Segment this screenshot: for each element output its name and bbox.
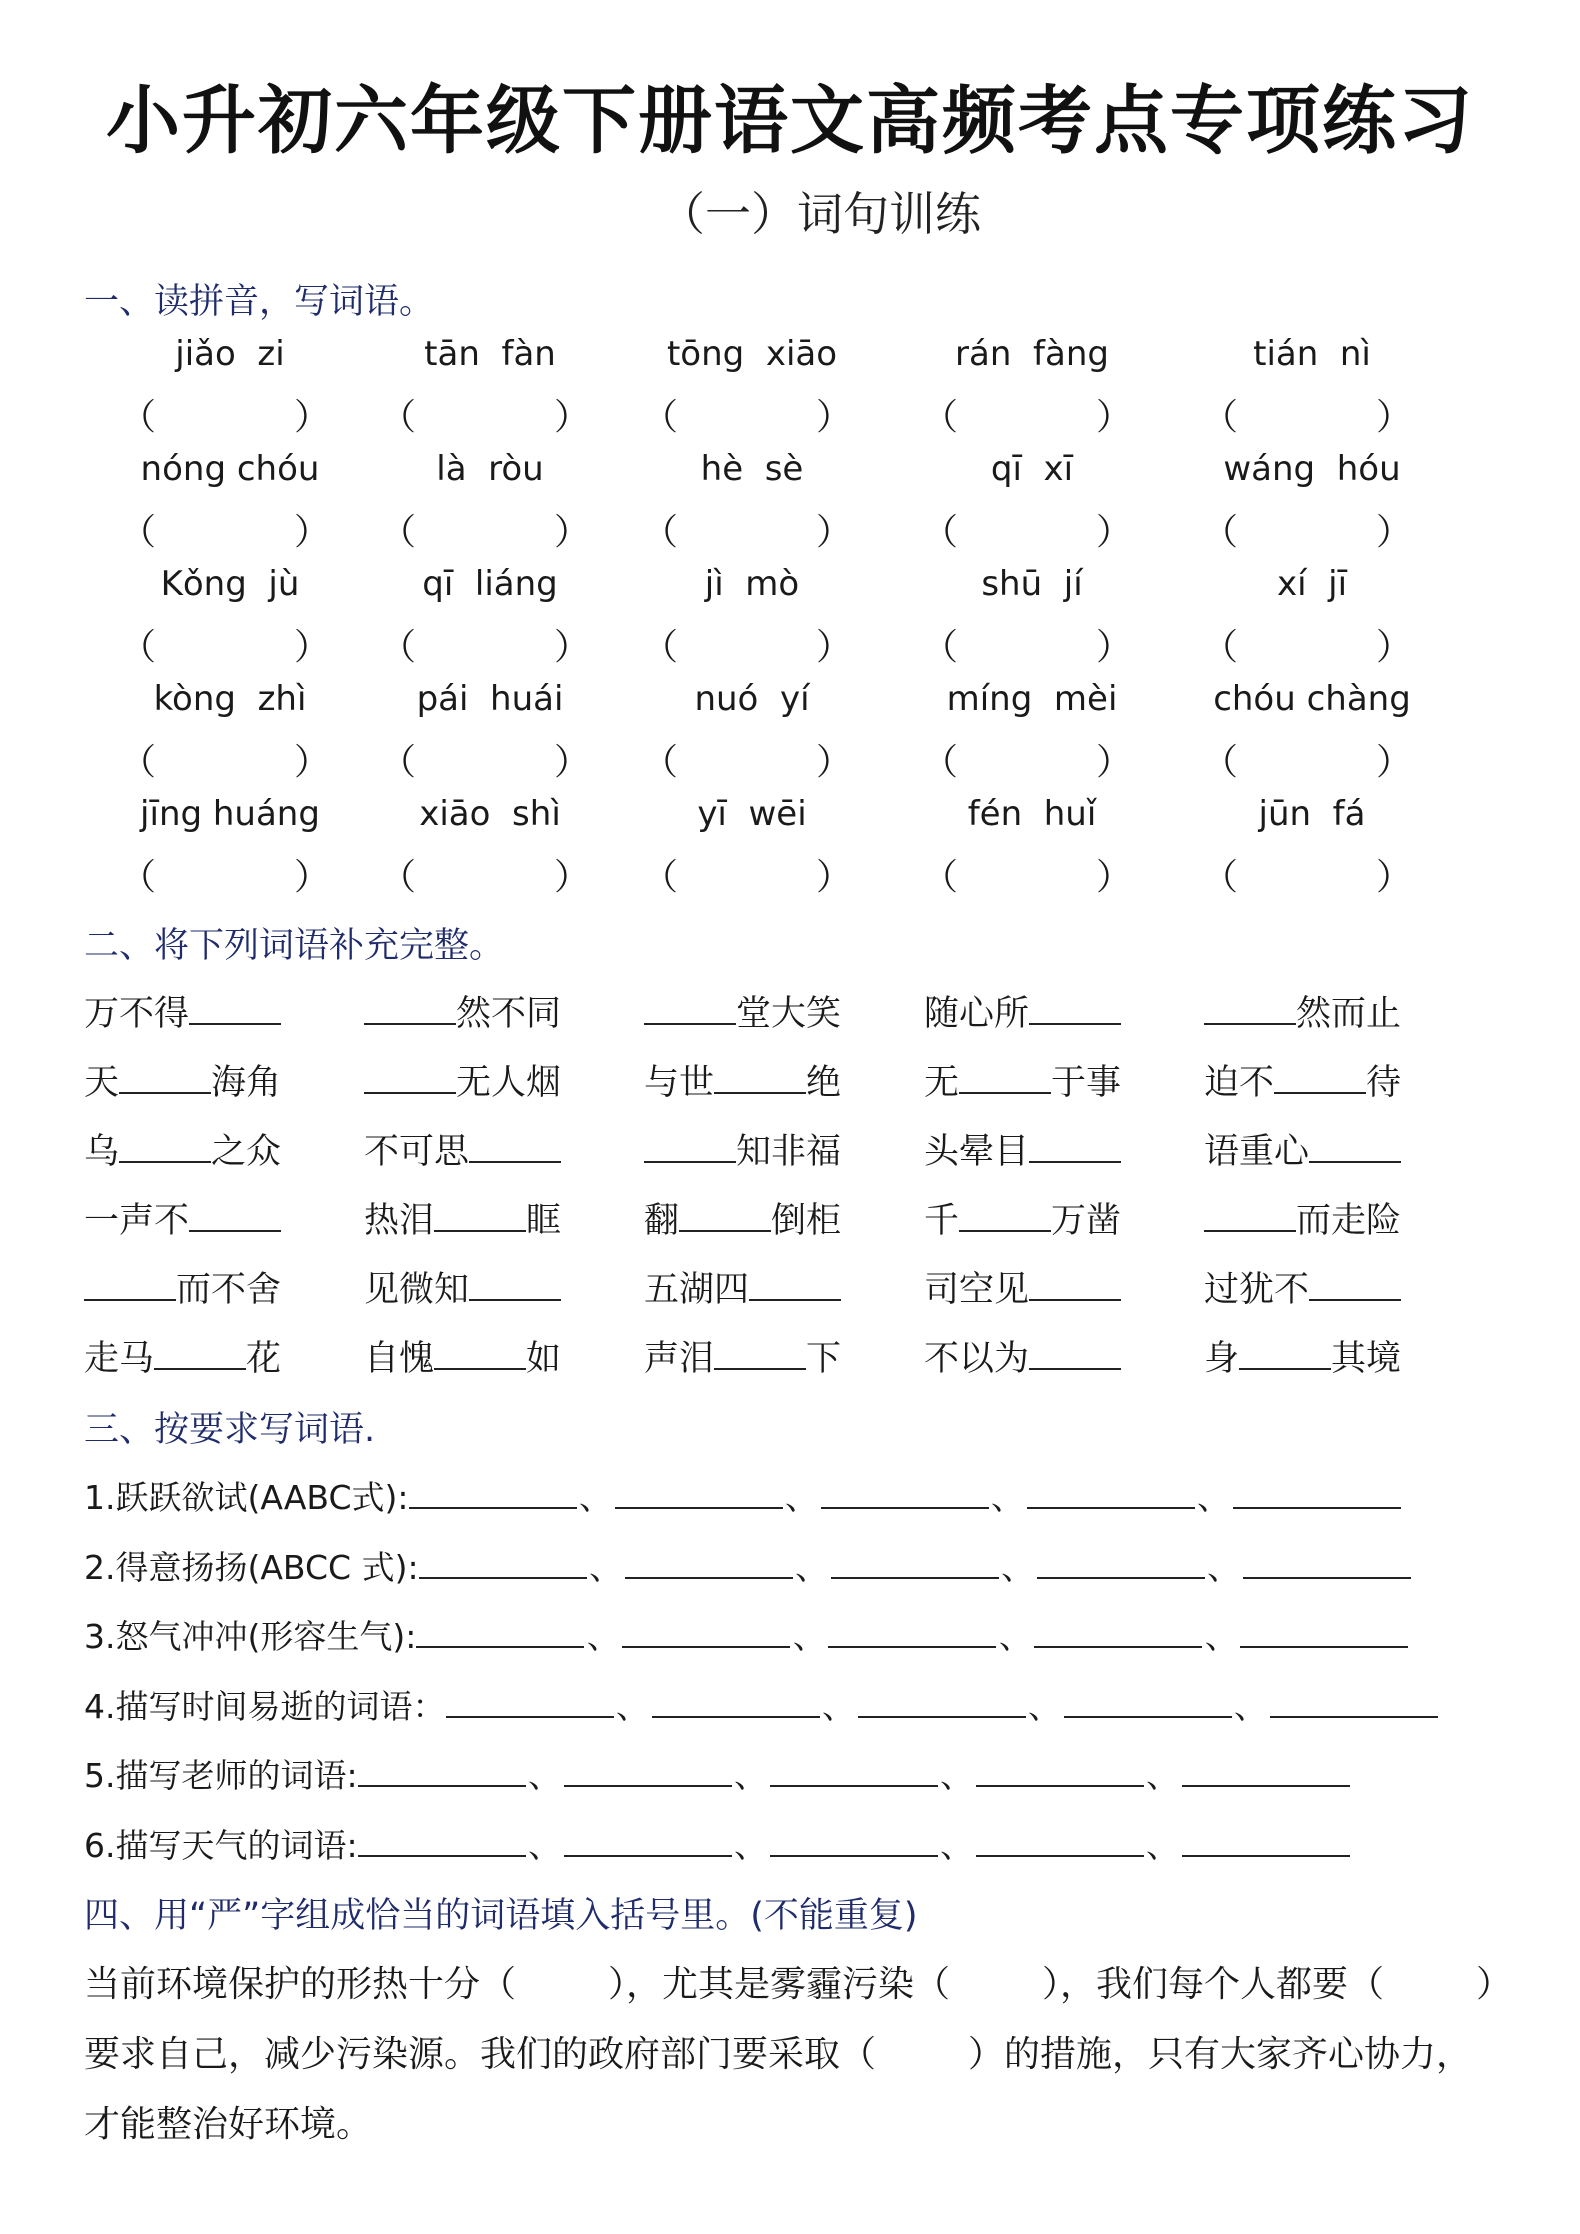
idiom-blank[interactable] [1239,1338,1331,1370]
requirement-row [84,1542,1411,1589]
answer-line[interactable] [358,1755,526,1787]
right-paren: ） [293,627,330,668]
separator: 、 [616,1686,649,1726]
idiom-part: 身 [1204,1339,1240,1379]
idiom-blank[interactable] [959,1200,1051,1232]
idiom-blank[interactable] [959,1062,1051,1094]
idiom-part: 眶 [526,1201,562,1241]
answer-parentheses[interactable] [922,849,1132,898]
answer-parentheses[interactable] [120,504,330,553]
idiom-item [924,1193,1121,1243]
fill-in-paragraph [84,1950,1504,2160]
idiom-blank[interactable] [119,1062,211,1094]
answer-line[interactable] [1182,1825,1350,1857]
separator: 、 [1197,1478,1231,1517]
requirement-label: 5.描写老师的词语: [84,1756,358,1795]
idiom-blank[interactable] [1029,993,1121,1025]
idiom-part: 翻 [644,1201,680,1241]
left-paren: （ [922,627,959,668]
idiom-blank[interactable] [364,993,456,1025]
answer-parentheses[interactable] [380,389,590,438]
answer-parentheses[interactable] [922,389,1132,438]
idiom-item [84,1124,281,1174]
pinyin-label: kòng zhì [153,679,307,719]
answer-parentheses[interactable] [120,389,330,438]
answer-line[interactable] [409,1477,577,1509]
idiom-blank[interactable] [1274,1062,1366,1094]
requirement-label: 2.得意扬扬(ABCC 式): [84,1547,419,1587]
pinyin-label: jiǎo zi [175,334,285,374]
pinyin-label: Kǒng jù [160,564,300,604]
idiom-part: 而不舍 [176,1270,282,1310]
idiom-blank[interactable] [189,993,281,1025]
idiom-part: 万凿 [1051,1201,1122,1241]
idiom-part: 迫不 [1204,1063,1275,1103]
answer-line[interactable] [652,1686,820,1718]
right-paren: ） [293,857,330,898]
idiom-blank[interactable] [644,993,736,1025]
answer-parentheses[interactable] [380,849,590,898]
answer-line[interactable] [1064,1686,1232,1718]
answer-parentheses[interactable] [642,619,852,668]
pinyin-label: qī xī [990,449,1074,489]
idiom-part: 于事 [1051,1063,1122,1103]
separator: 、 [734,1756,768,1795]
pinyin-label: tōng xiāo [666,334,838,374]
section4-heading: 四、用“严”字组成恰当的词语填入括号里。(不能重复) [84,1896,918,1936]
answer-parentheses[interactable] [120,734,330,783]
right-paren: ） [1095,627,1132,668]
left-paren: （ [380,512,417,553]
left-paren: （ [380,857,417,898]
right-paren: ） [815,397,852,438]
answer-line[interactable] [821,1477,989,1509]
left-paren: （ [922,857,959,898]
answer-line[interactable] [615,1477,783,1509]
left-paren: （ [1202,397,1239,438]
idiom-part: 然不同 [456,994,562,1034]
separator: 、 [528,1756,562,1795]
left-paren: （ [380,397,417,438]
answer-line[interactable] [419,1547,587,1579]
answer-parentheses[interactable] [1202,849,1412,898]
left-paren: （ [120,627,157,668]
pinyin-label: là ròu [436,449,544,489]
pinyin-label: jīng huáng [140,794,320,834]
idiom-part: 五湖四 [644,1270,750,1310]
section3-heading: 三、按要求写词语. [84,1410,376,1450]
idiom-item [1204,1055,1401,1105]
pinyin-label: jì mò [704,564,800,604]
answer-line[interactable] [828,1616,996,1648]
right-paren: ） [553,742,590,783]
left-paren: （ [642,627,679,668]
idiom-blank[interactable] [644,1131,736,1163]
paragraph-text: ），尤其是雾霾污染（ [608,1964,951,2005]
idiom-part: 堂大笑 [736,994,842,1034]
separator: 、 [1234,1686,1267,1726]
idiom-item [364,1331,561,1381]
pinyin-label: xiāo shì [419,794,561,834]
answer-line[interactable] [1034,1616,1202,1648]
idiom-item [364,1055,561,1105]
right-paren: ） [1375,742,1412,783]
idiom-item [1204,1193,1401,1243]
separator: 、 [1146,1825,1180,1865]
separator: 、 [589,1547,623,1587]
idiom-item [644,1124,841,1174]
pinyin-label: fén huǐ [967,794,1097,834]
idiom-part: 然而止 [1296,994,1402,1034]
answer-line[interactable] [416,1616,584,1648]
answer-line[interactable] [625,1547,793,1579]
idiom-item [84,986,281,1036]
idiom-item [364,1124,561,1174]
answer-line[interactable] [976,1755,1144,1787]
idiom-item [364,986,561,1036]
answer-parentheses[interactable] [380,504,590,553]
idiom-part: 不可思 [364,1132,470,1172]
answer-line[interactable] [976,1825,1144,1857]
idiom-blank[interactable] [1029,1269,1121,1301]
answer-parentheses[interactable] [642,389,852,438]
idiom-part: 随心所 [924,994,1030,1034]
pinyin-label: chóu chàng [1213,679,1411,719]
idiom-item [924,1124,1121,1174]
pinyin-label: shū jí [981,564,1083,604]
pinyin-label: rán fàng [955,334,1109,374]
answer-line[interactable] [770,1825,938,1857]
idiom-part: 天 [84,1063,120,1103]
left-paren: （ [922,742,959,783]
idiom-blank[interactable] [714,1062,806,1094]
requirement-label: 4.描写时间易逝的词语： [84,1686,446,1726]
answer-parentheses[interactable] [380,734,590,783]
right-paren: ） [553,512,590,553]
left-paren: （ [120,742,157,783]
requirement-row [84,1750,1350,1797]
pinyin-label: wáng hóu [1223,449,1401,489]
requirement-row [84,1611,1408,1658]
idiom-part: 待 [1366,1063,1402,1103]
right-paren: ） [1095,397,1132,438]
answer-parentheses[interactable] [1202,389,1412,438]
answer-parentheses[interactable] [922,734,1132,783]
right-paren: ） [1375,857,1412,898]
left-paren: （ [922,512,959,553]
idiom-blank[interactable] [189,1200,281,1232]
idiom-part: 一声不 [84,1201,190,1241]
idiom-part: 之众 [211,1132,282,1172]
answer-line[interactable] [831,1547,999,1579]
answer-parentheses[interactable] [642,734,852,783]
idiom-part: 绝 [806,1063,842,1103]
idiom-item [84,1262,281,1312]
separator: 、 [785,1478,819,1517]
right-paren: ） [293,742,330,783]
separator: 、 [940,1825,974,1865]
idiom-part: 其境 [1331,1339,1402,1379]
right-paren: ） [815,857,852,898]
idiom-item [1204,986,1401,1036]
separator: 、 [1001,1547,1035,1587]
separator: 、 [528,1825,562,1865]
answer-parentheses[interactable] [642,849,852,898]
separator: 、 [940,1756,974,1795]
pinyin-label: nuó yí [694,679,810,719]
idiom-part: 见微知 [364,1270,470,1310]
idiom-blank[interactable] [119,1131,211,1163]
idiom-part: 乌 [84,1132,120,1172]
separator: 、 [991,1478,1025,1517]
right-paren: ） [1095,512,1132,553]
left-paren: （ [642,397,679,438]
paragraph-text: ），我们每个人都要（ [1042,1964,1385,2005]
requirement-label: 3.怒气冲冲(形容生气): [84,1617,417,1656]
answer-parentheses[interactable] [120,619,330,668]
idiom-blank[interactable] [1309,1131,1401,1163]
idiom-item [364,1193,561,1243]
pinyin-label: yī wēi [697,794,807,834]
separator: 、 [1207,1547,1241,1587]
answer-parentheses[interactable] [922,504,1132,553]
left-paren: （ [1202,627,1239,668]
right-paren: ） [293,397,330,438]
page-title: 小升初六年级下册语文高频考点专项练习 [106,78,1474,164]
idiom-item [644,986,841,1036]
separator: 、 [795,1547,829,1587]
right-paren: ） [815,512,852,553]
idiom-part: 头晕目 [924,1132,1030,1172]
right-paren: ） [1375,627,1412,668]
separator: 、 [734,1825,768,1865]
idiom-item [644,1331,841,1381]
idiom-part: 过犹不 [1204,1270,1310,1310]
pinyin-label: míng mèi [946,679,1118,719]
idiom-part: 司空见 [924,1270,1030,1310]
idiom-item [644,1262,841,1312]
idiom-part: 热泪 [364,1201,435,1241]
idiom-item [84,1055,281,1105]
idiom-part: 而走险 [1296,1201,1402,1241]
idiom-item [84,1193,281,1243]
pinyin-label: hè sè [700,449,804,489]
page-subtitle: （一）词句训练 [659,187,981,241]
paragraph-text: 当前环境保护的形热十分（ [84,1964,517,2005]
right-paren: ） [553,397,590,438]
right-paren: ） [1095,742,1132,783]
answer-parentheses[interactable] [1202,504,1412,553]
right-paren: ） [553,627,590,668]
right-paren: ） [553,857,590,898]
requirement-row [84,1681,1438,1728]
idiom-item [644,1055,841,1105]
idiom-item [644,1193,841,1243]
left-paren: （ [120,857,157,898]
separator: 、 [579,1478,613,1517]
answer-line[interactable] [358,1825,526,1857]
right-paren: ） [815,627,852,668]
answer-line[interactable] [1240,1616,1408,1648]
section2-heading: 二、将下列词语补充完整。 [84,926,505,966]
idiom-item [1204,1124,1401,1174]
idiom-blank[interactable] [469,1269,561,1301]
answer-line[interactable] [1037,1547,1205,1579]
answer-line[interactable] [1027,1477,1195,1509]
separator: 、 [1146,1756,1180,1795]
answer-line[interactable] [1270,1686,1438,1718]
idiom-part: 下 [806,1339,842,1379]
answer-line[interactable] [564,1755,732,1787]
idiom-item [924,986,1121,1036]
idiom-blank[interactable] [1204,1200,1296,1232]
left-paren: （ [380,742,417,783]
right-paren: ） [293,512,330,553]
idiom-part: 千 [924,1201,960,1241]
left-paren: （ [642,742,679,783]
idiom-blank[interactable] [469,1131,561,1163]
answer-line[interactable] [858,1686,1026,1718]
right-paren: ） [1375,512,1412,553]
left-paren: （ [120,512,157,553]
answer-parentheses[interactable] [1202,734,1412,783]
answer-parentheses[interactable] [642,504,852,553]
idiom-item [1204,1262,1401,1312]
pinyin-label: tián nì [1253,334,1371,374]
idiom-part: 声泪 [644,1339,715,1379]
answer-line[interactable] [446,1686,614,1718]
idiom-part: 不以为 [924,1339,1030,1379]
idiom-item [84,1331,281,1381]
answer-line[interactable] [770,1755,938,1787]
idiom-blank[interactable] [749,1269,841,1301]
answer-line[interactable] [1243,1547,1411,1579]
idiom-item [924,1262,1121,1312]
left-paren: （ [1202,857,1239,898]
idiom-part: 语重心 [1204,1132,1310,1172]
idiom-blank[interactable] [1204,993,1296,1025]
idiom-item [924,1331,1121,1381]
requirement-row [84,1820,1350,1867]
paragraph-text: ）要求自己，减少污染源。我们的政府部门要采取（ [84,1964,1495,2075]
separator: 、 [998,1617,1032,1656]
pinyin-label: xí jī [1276,564,1348,604]
requirement-row [84,1472,1401,1519]
idiom-item [1204,1331,1401,1381]
idiom-item [924,1055,1121,1105]
separator: 、 [1204,1617,1238,1656]
idiom-part: 无人烟 [456,1063,562,1103]
idiom-part: 知非福 [736,1132,842,1172]
answer-line[interactable] [564,1825,732,1857]
answer-line[interactable] [622,1616,790,1648]
answer-parentheses[interactable] [120,849,330,898]
idiom-part: 走马 [84,1339,155,1379]
separator: 、 [1028,1686,1061,1726]
pinyin-label: nóng chóu [140,449,320,489]
right-paren: ） [815,742,852,783]
separator: 、 [586,1617,620,1656]
requirement-label: 6.描写天气的词语: [84,1825,358,1865]
idiom-part: 海角 [211,1063,282,1103]
separator: 、 [792,1617,826,1656]
pinyin-label: tān fàn [424,334,556,374]
idiom-blank[interactable] [714,1338,806,1370]
answer-parentheses[interactable] [380,619,590,668]
idiom-blank[interactable] [434,1200,526,1232]
left-paren: （ [922,397,959,438]
idiom-part: 与世 [644,1063,715,1103]
section1-heading: 一、读拼音，写词语。 [84,282,435,322]
answer-parentheses[interactable] [1202,619,1412,668]
idiom-blank[interactable] [434,1338,526,1370]
answer-line[interactable] [1233,1477,1401,1509]
separator: 、 [822,1686,855,1726]
right-paren: ） [1095,857,1132,898]
idiom-blank[interactable] [1029,1338,1121,1370]
idiom-blank[interactable] [679,1200,771,1232]
right-paren: ） [1375,397,1412,438]
idiom-blank[interactable] [84,1269,176,1301]
requirement-label: 1.跃跃欲试(AABC式): [84,1478,409,1517]
idiom-item [364,1262,561,1312]
answer-parentheses[interactable] [922,619,1132,668]
left-paren: （ [1202,742,1239,783]
idiom-blank[interactable] [154,1338,246,1370]
idiom-part: 花 [246,1339,282,1379]
idiom-part: 万不得 [84,994,190,1034]
idiom-blank[interactable] [1309,1269,1401,1301]
paragraph-text: ）的措施，只有大家齐心协力，才能整治好环境。 [84,2034,1473,2145]
left-paren: （ [1202,512,1239,553]
pinyin-label: pái huái [416,679,564,719]
left-paren: （ [642,857,679,898]
pinyin-label: qī liáng [422,564,558,604]
idiom-blank[interactable] [364,1062,456,1094]
left-paren: （ [120,397,157,438]
idiom-part: 无 [924,1063,960,1103]
idiom-part: 倒柜 [771,1201,842,1241]
idiom-part: 自愧 [364,1339,435,1379]
left-paren: （ [642,512,679,553]
answer-line[interactable] [1182,1755,1350,1787]
left-paren: （ [380,627,417,668]
idiom-blank[interactable] [1029,1131,1121,1163]
idiom-part: 如 [526,1339,562,1379]
pinyin-label: jūn fá [1258,794,1366,834]
